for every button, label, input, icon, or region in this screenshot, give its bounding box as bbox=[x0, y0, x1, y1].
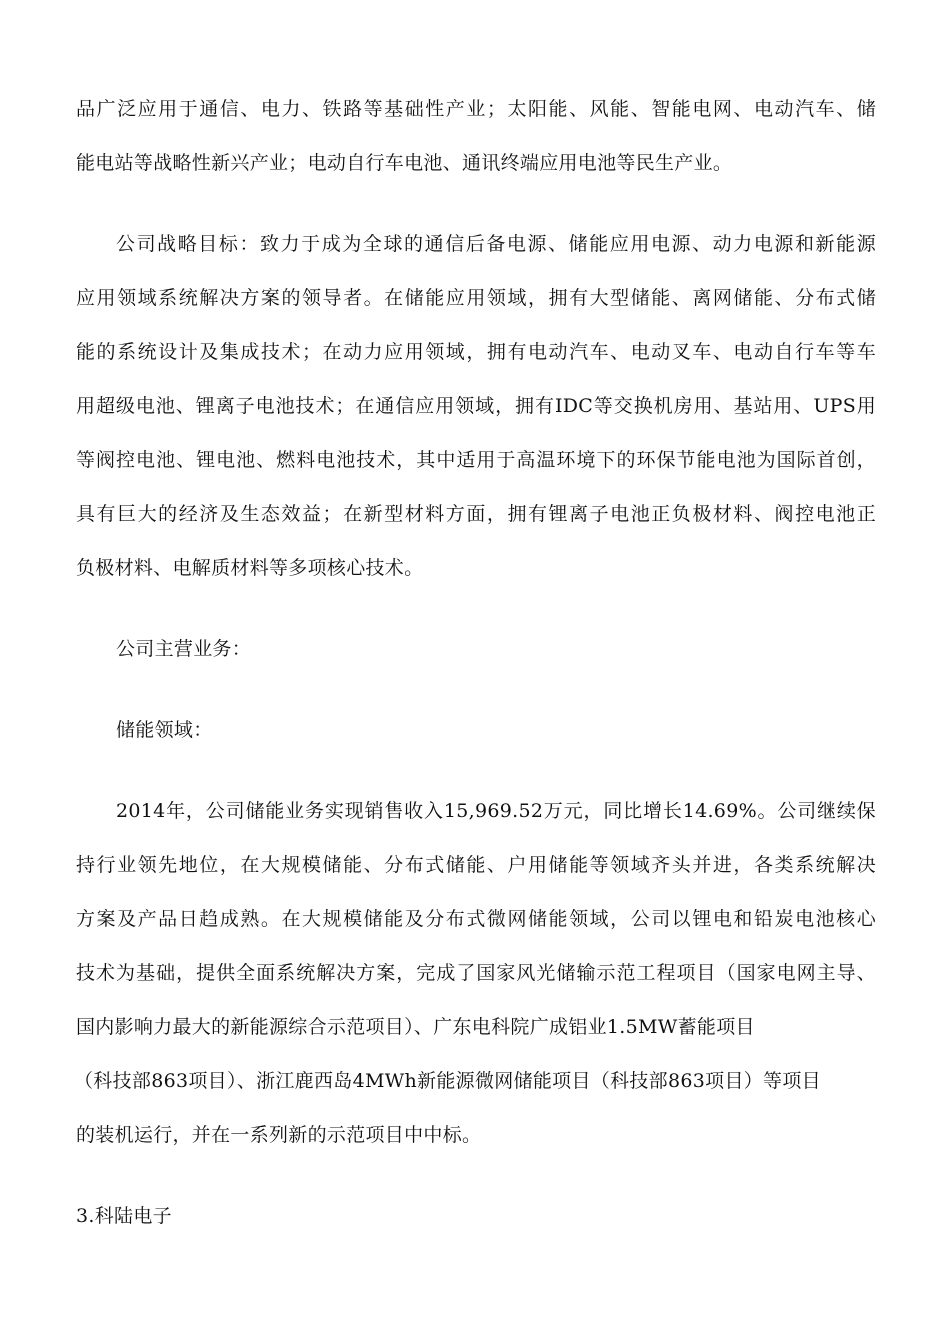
text-line: 公司战略目标：致力于成为全球的通信后备电源、储能应用电源、动力电源和新能源 bbox=[116, 233, 876, 255]
text-line: 能电站等战略性新兴产业；电动自行车电池、通讯终端应用电池等民生产业。 bbox=[76, 152, 733, 174]
text-line: 等阀控电池、锂电池、燃料电池技术，其中适用于高温环境下的环保节能电池为国际首创， bbox=[76, 449, 876, 471]
text-line: 具有巨大的经济及生态效益；在新型材料方面，拥有锂离子电池正负极材料、阀控电池正 bbox=[76, 503, 876, 525]
section-heading-kelu-electronics: 3.科陆电子 bbox=[76, 1205, 172, 1227]
section-label-main-business: 公司主营业务： bbox=[116, 638, 252, 660]
section-label-energy-storage: 储能领域： bbox=[116, 719, 213, 741]
text-line: 持行业领先地位，在大规模储能、分布式储能、户用储能等领域齐头并进，各类系统解决 bbox=[76, 854, 876, 876]
text-line: 负极材料、电解质材料等多项核心技术。 bbox=[76, 557, 424, 579]
text-line: 技术为基础，提供全面系统解决方案，完成了国家风光储输示范工程项目（国家电网主导、 bbox=[76, 962, 876, 984]
text-line: 国内影响力最大的新能源综合示范项目）、广东电科院广成铝业1.5MW蓄能项目 bbox=[76, 1016, 755, 1038]
text-line: （科技部863项目）、浙江鹿西岛4MWh新能源微网储能项目（科技部863项目）等项目 bbox=[74, 1070, 821, 1092]
text-line: 2014年，公司储能业务实现销售收入15,969.52万元，同比增长14.69%。公司继续保 bbox=[116, 800, 876, 822]
text-line: 方案及产品日趋成熟。在大规模储能及分布式微网储能领域，公司以锂电和铅炭电池核心 bbox=[76, 908, 876, 930]
text-line: 品广泛应用于通信、电力、铁路等基础性产业；太阳能、风能、智能电网、电动汽车、储 bbox=[76, 98, 876, 120]
text-line: 能的系统设计及集成技术；在动力应用领域，拥有电动汽车、电动叉车、电动自行车等车 bbox=[76, 341, 876, 363]
text-line: 用超级电池、锂离子电池技术；在通信应用领域，拥有IDC等交换机房用、基站用、UPS用 bbox=[76, 395, 876, 417]
text-line: 应用领域系统解决方案的领导者。在储能应用领域，拥有大型储能、离网储能、分布式储 bbox=[76, 287, 876, 309]
text-line: 的装机运行，并在一系列新的示范项目中中标。 bbox=[76, 1124, 482, 1146]
